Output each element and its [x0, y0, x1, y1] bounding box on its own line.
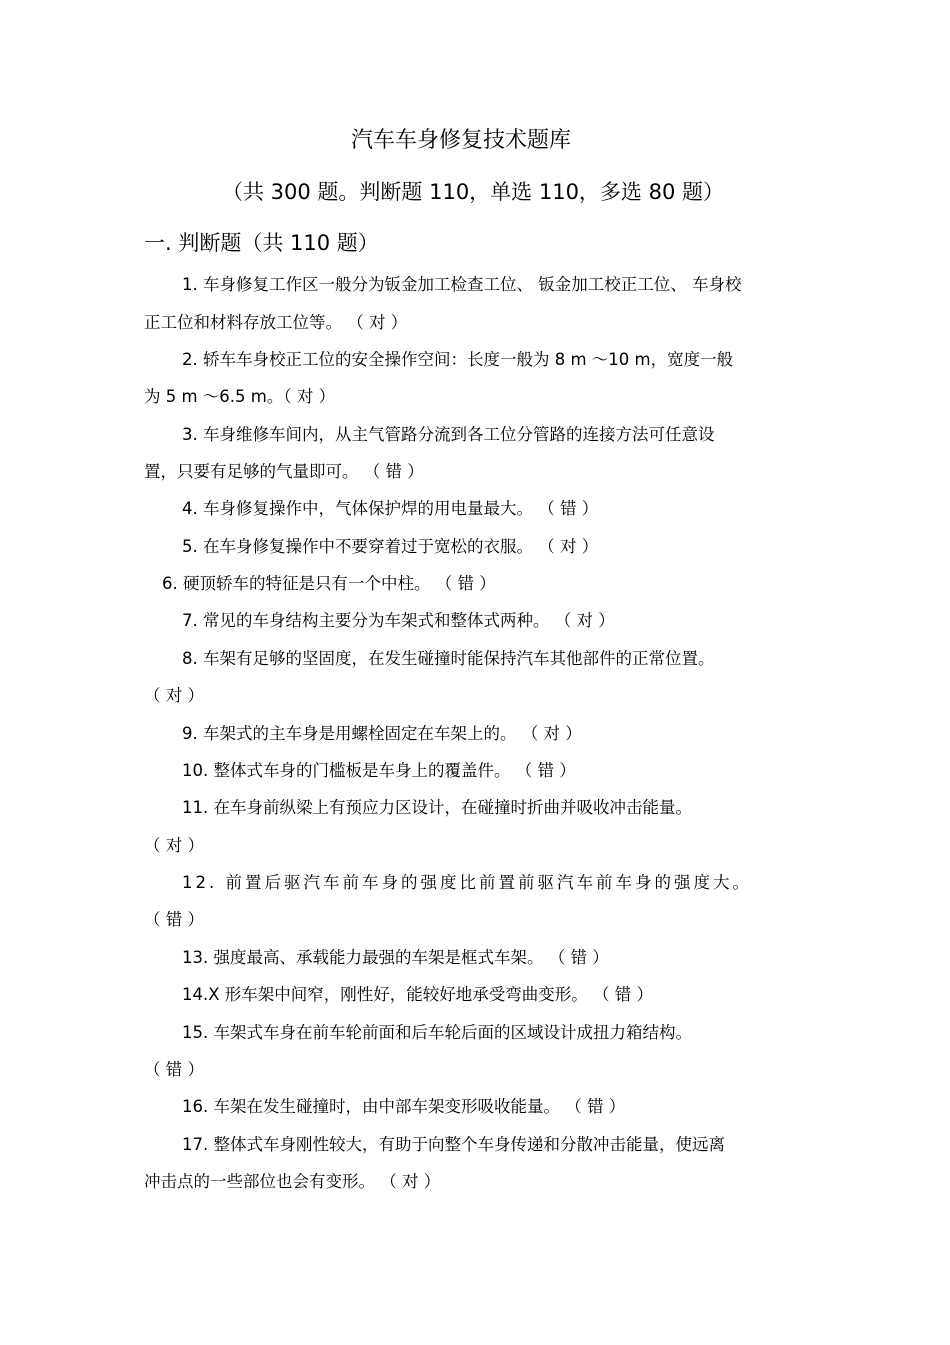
- question-1-line-2: 正工位和材料存放工位等。 （ 对 ）: [144, 313, 408, 332]
- document-title: 汽车车身修复技术题库: [350, 128, 571, 153]
- question-9: 9. 车架式的主车身是用螺栓固定在车架上的。 （ 对 ）: [182, 724, 582, 743]
- question-5: 5. 在车身修复操作中不要穿着过于宽松的衣服。 （ 对 ）: [182, 537, 599, 556]
- question-2-line-2: 为 5 m ～6.5 m。（ 对 ）: [144, 387, 336, 406]
- question-12-line-1: 12. 前置后驱汽车前车身的强度比前置前驱汽车前车身的强度大。: [182, 873, 752, 892]
- question-1-line-1: 1. 车身修复工作区一般分为钣金加工检查工位、 钣金加工校正工位、 车身校: [182, 275, 742, 294]
- question-10: 10. 整体式车身的门槛板是车身上的覆盖件。 （ 错 ）: [182, 761, 576, 780]
- question-15-line-1: 15. 车架式车身在前车轮前面和后车轮后面的区域设计成扭力箱结构。: [182, 1023, 692, 1042]
- question-16: 16. 车架在发生碰撞时，由中部车架变形吸收能量。 （ 错 ）: [182, 1097, 626, 1116]
- question-4: 4. 车身修复操作中，气体保护焊的用电量最大。 （ 错 ）: [182, 499, 599, 518]
- question-12-line-2: （ 错 ）: [144, 910, 204, 929]
- question-17-line-2: 冲击点的一些部位也会有变形。 （ 对 ）: [144, 1172, 441, 1191]
- question-14: 14.X 形车架中间窄，刚性好，能较好地承受弯曲变形。 （ 错 ）: [182, 985, 654, 1004]
- question-3-line-2: 置，只要有足够的气量即可。 （ 错 ）: [144, 462, 424, 481]
- question-13: 13. 强度最高、承载能力最强的车架是框式车架。 （ 错 ）: [182, 948, 609, 967]
- question-11-line-1: 11. 在车身前纵梁上有预应力区设计，在碰撞时折曲并吸收冲击能量。: [182, 798, 692, 817]
- question-8-line-2: （ 对 ）: [144, 686, 204, 705]
- question-7: 7. 常见的车身结构主要分为车架式和整体式两种。 （ 对 ）: [182, 611, 615, 630]
- question-17-line-1: 17. 整体式车身刚性较大，有助于向整个车身传递和分散冲击能量，使远离: [182, 1135, 725, 1154]
- question-6: 6. 硬顶轿车的特征是只有一个中柱。 （ 错 ）: [162, 574, 496, 593]
- section-heading: 一. 判断题（共 110 题）: [144, 231, 379, 255]
- question-2-line-1: 2. 轿车车身校正工位的安全操作空间：长度一般为 8 m ～10 m，宽度一般: [182, 350, 734, 369]
- question-3-line-1: 3. 车身维修车间内，从主气管路分流到各工位分管路的连接方法可任意设: [182, 425, 715, 444]
- question-8-line-1: 8. 车架有足够的坚固度，在发生碰撞时能保持汽车其他部件的正常位置。: [182, 649, 715, 668]
- question-11-line-2: （ 对 ）: [144, 836, 204, 855]
- question-15-line-2: （ 错 ）: [144, 1060, 204, 1079]
- document-subtitle: （共 300 题。判断题 110，单选 110，多选 80 题）: [221, 180, 725, 204]
